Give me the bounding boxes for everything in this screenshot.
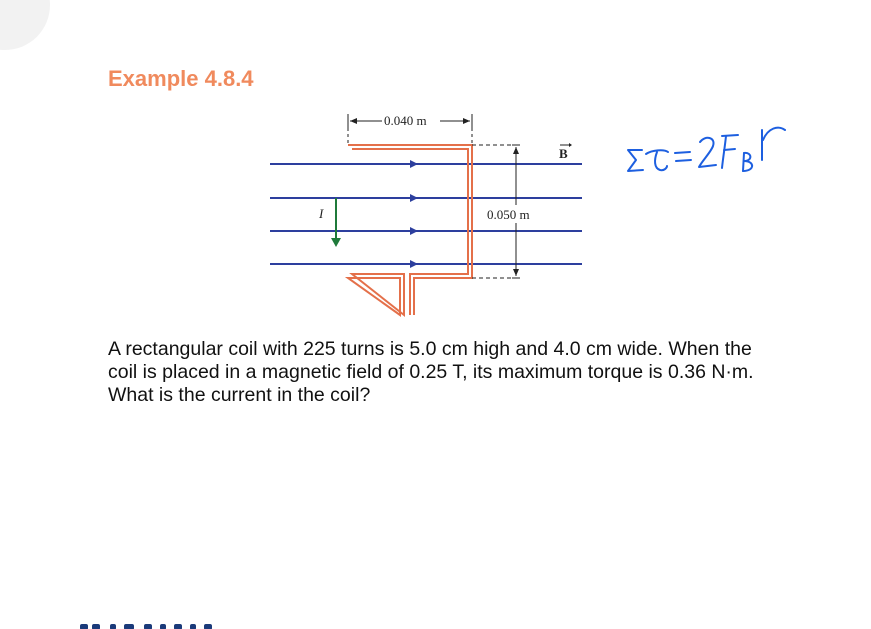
problem-statement: A rectangular coil with 225 turns is 5.0 cm high and 4.0 cm wide. When the coil is placed in a magnetic field of 0.25 T, its maximum torque is 0.36 N·m. What is the current in the coil? [108,338,754,406]
vector-arrowhead [569,143,572,147]
handwritten-torque-note [628,128,785,171]
field-arrowhead [410,260,418,268]
height-label: 0.050 m [487,207,530,222]
field-arrowhead [410,227,418,235]
field-arrowheads [410,160,418,268]
width-label: 0.040 m [384,113,427,128]
field-arrowhead [410,194,418,202]
handwritten-text: Στ = 2F_B r [626,180,632,181]
cropped-next-heading [80,619,230,629]
current-arrow [331,198,341,247]
field-arrowhead [410,160,418,168]
example-title: Example 4.8.4 [108,66,254,91]
current-label: I [319,206,324,221]
field-label: B [559,146,568,161]
